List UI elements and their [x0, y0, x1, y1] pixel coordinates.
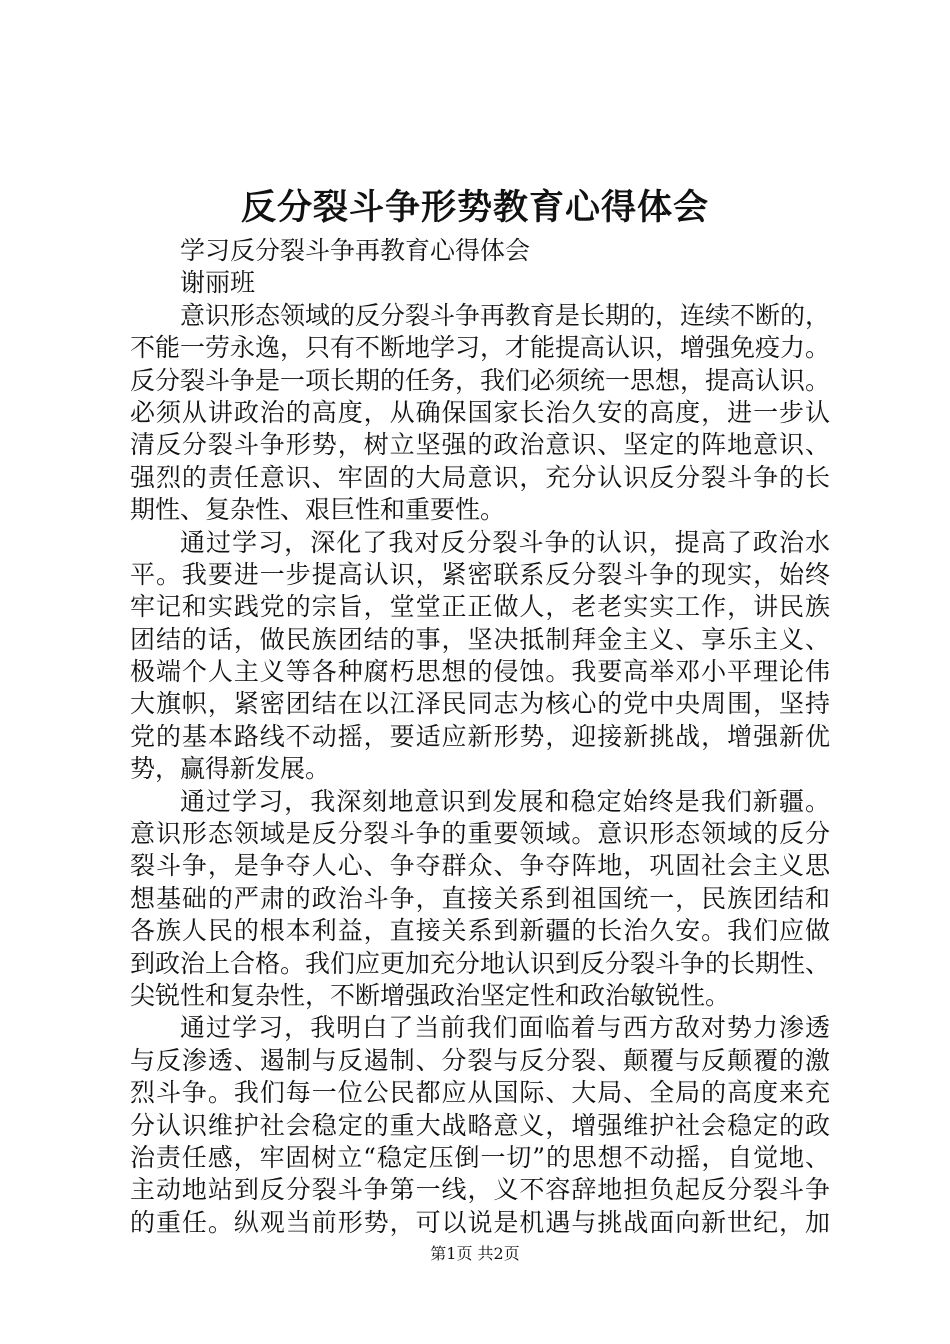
text-line: 期性、复杂性、艰巨性和重要性。: [130, 495, 506, 525]
text-line: 强烈的责任意识、牢固的大局意识，充分认识反分裂斗争的长: [130, 462, 830, 492]
text-line: 意识形态领域是反分裂斗争的重要领域。意识形态领域的反分: [130, 819, 830, 849]
text-line: 必须从讲政治的高度，从确保国家长治久安的高度，进一步认: [130, 397, 830, 427]
document-title: 反分裂斗争形势教育心得体会: [240, 187, 709, 228]
text-line: 尖锐性和复杂性，不断增强政治坚定性和政治敏锐性。: [130, 980, 731, 1010]
text-line: 极端个人主义等各种腐朽思想的侵蚀。我要高举邓小平理论伟: [130, 657, 830, 687]
text-line: 到政治上合格。我们应更加充分地认识到反分裂斗争的长期性、: [130, 948, 830, 978]
text-line: 通过学习，深化了我对反分裂斗争的认识，提高了政治水: [180, 527, 830, 557]
text-line: 清反分裂斗争形势，树立坚强的政治意识、坚定的阵地意识、: [130, 430, 830, 460]
text-line: 治责任感，牢固树立“稳定压倒一切”的思想不动摇，自觉地、: [130, 1142, 830, 1172]
text-line: 团结的话，做民族团结的事，坚决抵制拜金主义、享乐主义、: [130, 624, 830, 654]
page-footer: 第1页 共2页: [430, 1244, 520, 1263]
text-line: 想基础的严肃的政治斗争，直接关系到祖国统一，民族团结和: [130, 883, 830, 913]
text-line: 分认识维护社会稳定的重大战略意义，增强维护社会稳定的政: [130, 1110, 830, 1140]
text-line: 平。我要进一步提高认识，紧密联系反分裂斗争的现实，始终: [130, 559, 830, 589]
text-line: 不能一劳永逸，只有不断地学习，才能提高认识，增强免疫力。: [130, 333, 830, 363]
text-line: 大旗帜，紧密团结在以江泽民同志为核心的党中央周围，坚持: [130, 689, 830, 719]
text-line: 裂斗争，是争夺人心、争夺群众、争夺阵地，巩固社会主义思: [130, 851, 830, 881]
text-line: 与反渗透、遏制与反遏制、分裂与反分裂、颠覆与反颠覆的激: [130, 1045, 830, 1075]
text-line: 牢记和实践党的宗旨，堂堂正正做人，老老实实工作，讲民族: [130, 592, 830, 622]
text-line: 通过学习，我深刻地意识到发展和稳定始终是我们新疆。: [180, 786, 830, 816]
author: 谢丽班: [180, 268, 256, 298]
subtitle: 学习反分裂斗争再教育心得体会: [180, 236, 531, 265]
text-line: 党的基本路线不动摇，要适应新形势，迎接新挑战，增强新优: [130, 721, 830, 751]
text-line: 反分裂斗争是一项长期的任务，我们必须统一思想，提高认识。: [130, 365, 830, 395]
document-body: [130, 235, 830, 1239]
text-line: 通过学习，我明白了当前我们面临着与西方敌对势力渗透: [180, 1013, 830, 1043]
text-line: 势，赢得新发展。: [130, 754, 331, 784]
text-line: 的重任。纵观当前形势，可以说是机遇与挑战面向新世纪，加: [130, 1207, 830, 1237]
text-line: 各族人民的根本利益，直接关系到新疆的长治久安。我们应做: [130, 916, 830, 946]
text-line: 意识形态领域的反分裂斗争再教育是长期的，连续不断的，: [180, 300, 830, 330]
text-line: 主动地站到反分裂斗争第一线，义不容辞地担负起反分裂斗争: [130, 1175, 830, 1205]
text-line: 烈斗争。我们每一位公民都应从国际、大局、全局的高度来充: [130, 1078, 830, 1108]
